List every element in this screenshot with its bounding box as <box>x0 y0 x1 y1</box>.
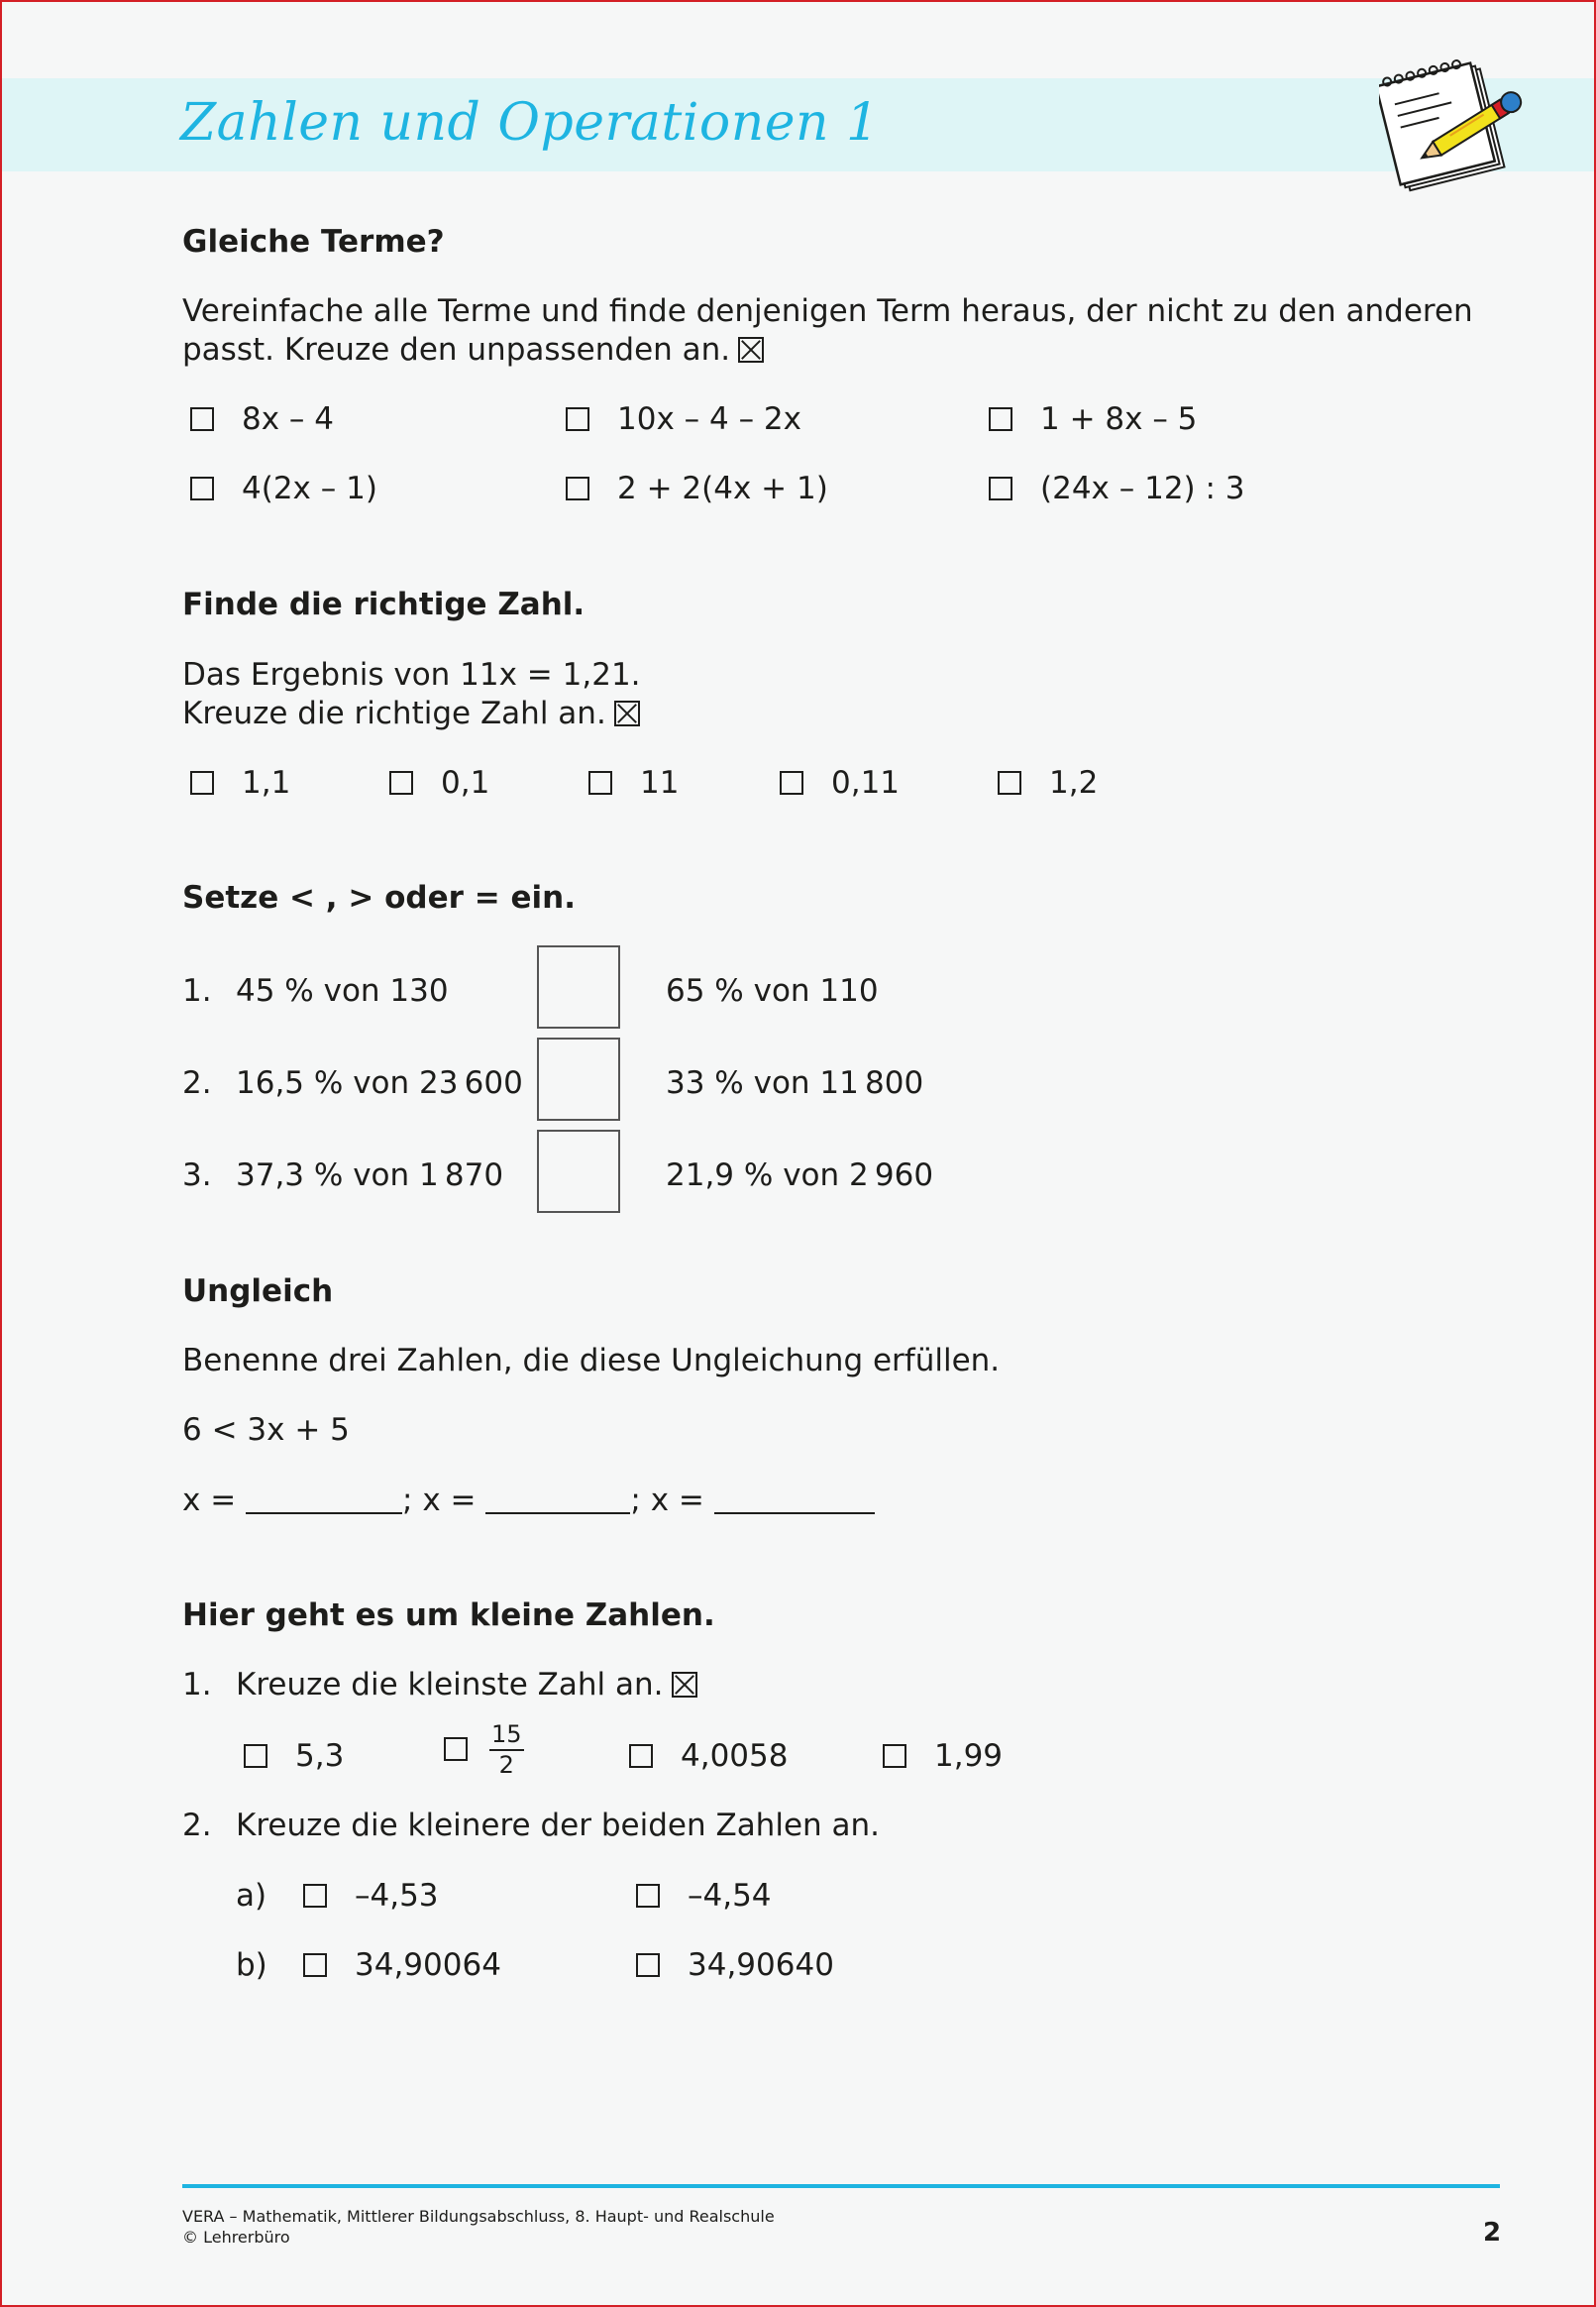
term-label: 8x – 4 <box>242 401 334 437</box>
subtask-label: b) <box>236 1947 267 1983</box>
option-number[interactable] <box>588 765 679 801</box>
checkbox[interactable] <box>636 1953 660 1977</box>
option-number[interactable] <box>303 1878 439 1914</box>
instruction-text: Kreuze die richtige Zahl an. <box>182 696 606 731</box>
number-label: 1,99 <box>934 1738 1004 1774</box>
page-title: Zahlen und Operationen 1 <box>180 93 880 153</box>
x-label: x = <box>650 1483 704 1518</box>
answer-blank[interactable] <box>485 1486 630 1514</box>
checkbox[interactable] <box>303 1953 327 1977</box>
term-label: (24x – 12) : 3 <box>1040 471 1245 506</box>
compare-answer-box[interactable] <box>537 1038 620 1121</box>
term-label: 4(2x – 1) <box>242 471 377 506</box>
option-term[interactable] <box>989 471 1245 506</box>
checkbox[interactable] <box>780 771 803 795</box>
answer-blank[interactable] <box>714 1486 875 1514</box>
option-term[interactable] <box>566 401 801 437</box>
number-label: 11 <box>640 765 680 801</box>
compare-left: 16,5 % von 23 600 <box>236 1065 523 1101</box>
option-number[interactable] <box>998 765 1098 801</box>
instruction-line: Das Ergebnis von 11x = 1,21. <box>182 657 641 693</box>
checkbox[interactable] <box>190 771 214 795</box>
subtask-label: a) <box>236 1878 267 1914</box>
option-number[interactable] <box>636 1947 834 1983</box>
checkbox[interactable] <box>883 1744 906 1768</box>
option-fraction[interactable] <box>444 1722 524 1778</box>
fraction-numerator: 15 <box>489 1722 524 1751</box>
instruction-line <box>182 696 640 731</box>
row-number: 2. <box>182 1065 212 1101</box>
instruction-text: passt. Kreuze den unpassenden an. <box>182 332 731 368</box>
separator: ; <box>402 1483 413 1518</box>
number-label: 34,90064 <box>355 1947 501 1983</box>
compare-answer-box[interactable] <box>537 1130 620 1213</box>
compare-right: 65 % von 110 <box>666 973 879 1009</box>
number-label: 34,90640 <box>688 1947 834 1983</box>
checkbox[interactable] <box>444 1737 468 1761</box>
task-text: Kreuze die kleinste Zahl an. <box>236 1667 664 1703</box>
task-number: 1. <box>182 1667 212 1703</box>
fraction-denominator: 2 <box>498 1751 514 1780</box>
checkbox[interactable] <box>636 1884 660 1908</box>
fraction <box>489 1722 524 1778</box>
number-label: 0,11 <box>831 765 901 801</box>
checkbox[interactable] <box>998 771 1021 795</box>
page-number: 2 <box>1483 2218 1502 2248</box>
checkbox[interactable] <box>190 477 214 500</box>
checkbox[interactable] <box>190 407 214 431</box>
section-heading-gleiche-terme: Gleiche Terme? <box>182 224 445 260</box>
inequality: 6 < 3x + 5 <box>182 1412 350 1448</box>
option-term[interactable] <box>566 471 828 506</box>
answer-blank[interactable] <box>246 1486 402 1514</box>
compare-answer-box[interactable] <box>537 945 620 1029</box>
term-label: 10x – 4 – 2x <box>617 401 801 437</box>
instruction-line: Vereinfache alle Terme und finde denjenigen Term heraus, der nicht zu den anderen <box>182 293 1473 329</box>
number-label: 5,3 <box>295 1738 345 1774</box>
term-label: 1 + 8x – 5 <box>1040 401 1198 437</box>
section-heading-richtige-zahl: Finde die richtige Zahl. <box>182 587 585 622</box>
row-number: 1. <box>182 973 212 1009</box>
instruction-line: Benenne drei Zahlen, die diese Ungleichung erfüllen. <box>182 1343 1001 1378</box>
compare-left: 37,3 % von 1 870 <box>236 1157 504 1193</box>
instruction-line <box>182 332 764 368</box>
section-heading-ungleich: Ungleich <box>182 1273 334 1309</box>
option-number[interactable] <box>303 1947 501 1983</box>
checkbox[interactable] <box>989 477 1012 500</box>
checkbox[interactable] <box>588 771 612 795</box>
footer-copyright: © Lehrerbüro <box>182 2228 290 2247</box>
separator: ; <box>630 1483 641 1518</box>
checkbox[interactable] <box>244 1744 267 1768</box>
checkbox[interactable] <box>566 407 589 431</box>
checkbox[interactable] <box>629 1744 653 1768</box>
crossed-box-icon <box>738 337 764 363</box>
option-term[interactable] <box>190 401 334 437</box>
compare-right: 33 % von 11 800 <box>666 1065 924 1101</box>
option-number[interactable] <box>244 1738 344 1774</box>
section-heading-vergleich: Setze < , > oder = ein. <box>182 880 576 916</box>
number-label: 1,2 <box>1049 765 1099 801</box>
number-label: 0,1 <box>441 765 490 801</box>
number-label: 1,1 <box>242 765 291 801</box>
number-label: –4,53 <box>355 1878 439 1914</box>
crossed-box-icon <box>672 1672 697 1698</box>
x-label: x = <box>422 1483 477 1518</box>
term-label: 2 + 2(4x + 1) <box>617 471 828 506</box>
option-term[interactable] <box>989 401 1197 437</box>
option-number[interactable] <box>629 1738 788 1774</box>
checkbox[interactable] <box>566 477 589 500</box>
row-number: 3. <box>182 1157 212 1193</box>
answer-line <box>182 1483 875 1518</box>
notepad-pencil-icon <box>1379 56 1528 195</box>
footer-divider <box>182 2184 1500 2188</box>
x-label: x = <box>182 1483 237 1518</box>
section-heading-kleine-zahlen: Hier geht es um kleine Zahlen. <box>182 1597 715 1633</box>
task-number: 2. <box>182 1808 212 1843</box>
compare-left: 45 % von 130 <box>236 973 449 1009</box>
option-number[interactable] <box>389 765 489 801</box>
task-instruction <box>236 1667 697 1703</box>
number-label: –4,54 <box>688 1878 772 1914</box>
crossed-box-icon <box>614 701 640 726</box>
checkbox[interactable] <box>303 1884 327 1908</box>
option-number[interactable] <box>636 1878 772 1914</box>
option-number[interactable] <box>780 765 900 801</box>
option-number[interactable] <box>190 765 290 801</box>
compare-right: 21,9 % von 2 960 <box>666 1157 934 1193</box>
option-number[interactable] <box>883 1738 1003 1774</box>
checkbox[interactable] <box>989 407 1012 431</box>
task-instruction: Kreuze die kleinere der beiden Zahlen an. <box>236 1808 881 1843</box>
checkbox[interactable] <box>389 771 413 795</box>
number-label: 4,0058 <box>681 1738 789 1774</box>
footer-source: VERA – Mathematik, Mittlerer Bildungsabschluss, 8. Haupt- und Realschule <box>182 2207 775 2226</box>
option-term[interactable] <box>190 471 377 506</box>
